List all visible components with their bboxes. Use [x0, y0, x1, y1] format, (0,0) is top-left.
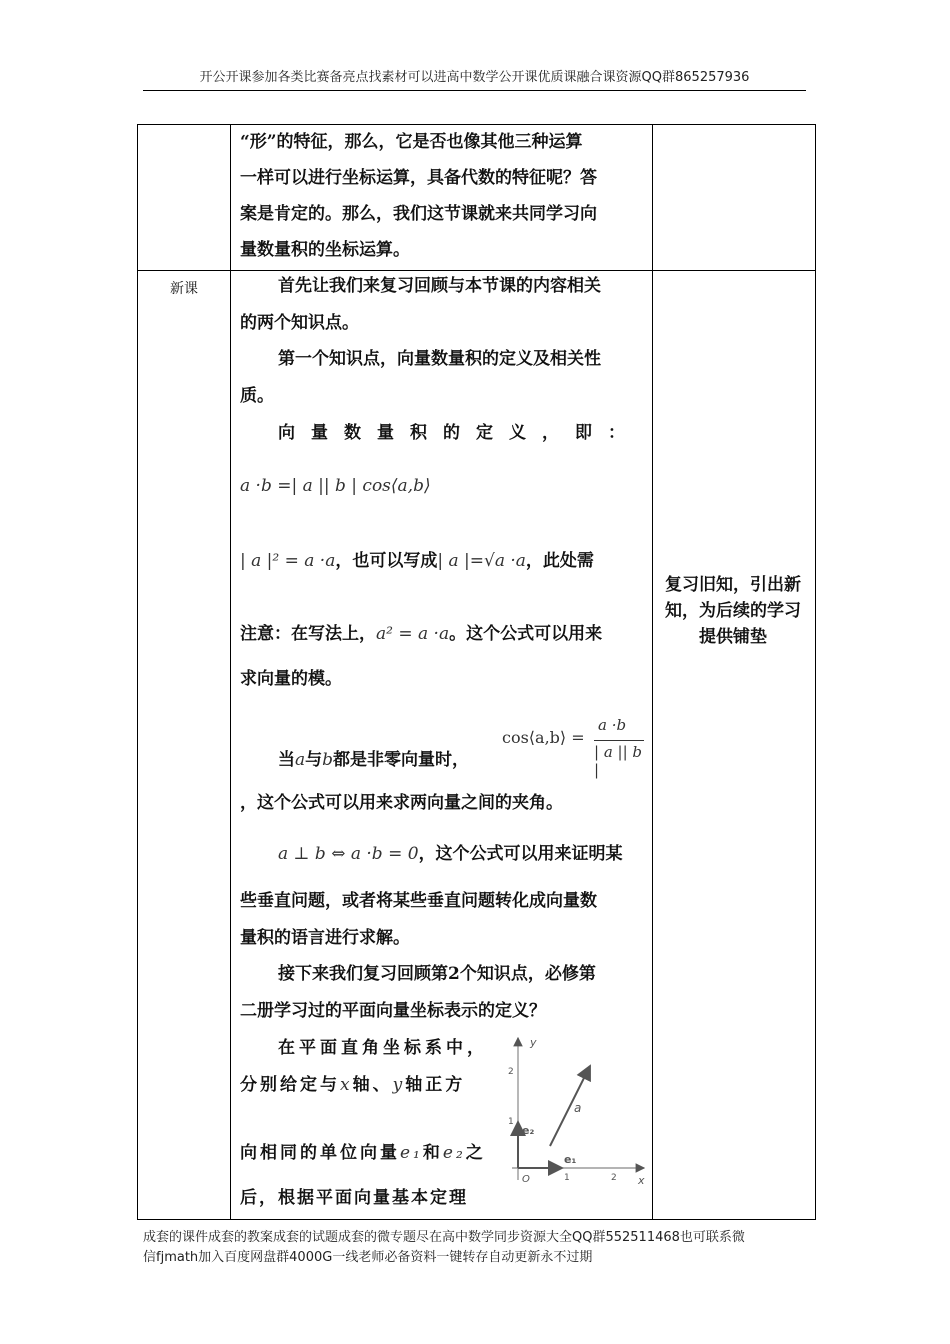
table-right-border — [815, 124, 816, 1220]
second-point-line-2 — [240, 993, 645, 1029]
notation-text-2: 。这个公式可以用来 — [449, 624, 603, 644]
intro-text-1: 首先让我们来复习回顾与本节课的内容相关 — [278, 276, 601, 296]
coord-var-x: x — [340, 1075, 353, 1095]
cos-var-b: b — [322, 750, 334, 770]
cos-line — [240, 742, 528, 778]
modulus-formula-2: | a |=√a ·a — [437, 551, 526, 571]
cos-text-1: 当 — [278, 750, 295, 770]
perp-line-2 — [240, 883, 645, 919]
notation-text-3: 求向量的模。 — [240, 669, 342, 689]
coord-line-4 — [240, 1180, 490, 1216]
intro-text-2: 的两个知识点。 — [240, 313, 359, 333]
cos-fraction-bar — [594, 740, 644, 741]
cos-text-3: 都是非零向量时， — [333, 750, 470, 770]
modulus-text-2: ，此处需 — [525, 551, 594, 571]
side-note: 复习旧知，引出新知，为后续的学习提供铺垫 — [665, 575, 801, 647]
x-tick-2: 2 — [611, 1173, 617, 1183]
perp-text-2: 些垂直问题，或者将某些垂直问题转化成向量数 — [240, 891, 597, 911]
definition-label-text: 向量数量积的定义，即： — [278, 423, 641, 443]
row1-line: 案是肯定的。那么，我们这节课就来共同学习向 — [240, 204, 597, 224]
vector-coordinate-figure — [498, 1030, 650, 1190]
page-header: 开公开课参加各类比赛备亮点找素材可以进高中数学公开课优质课融合课资源QQ群865257936 — [143, 66, 806, 91]
cos-formula-numerator: a ·b — [598, 716, 627, 734]
footer-line-1: 成套的课件成套的教案成套的试题成套的微专题尽在高中数学同步资源大全QQ群552511468也可联系微 — [143, 1230, 745, 1245]
cos-text-4: ，这个公式可以用来求两向量之间的夹角。 — [240, 793, 563, 813]
x-axis-label: x — [638, 1174, 645, 1187]
coord-text-2a: 分别给定与 — [240, 1075, 340, 1095]
y-tick-2: 2 — [508, 1067, 514, 1077]
perp-formula: a ⊥ b ⇔ a ·b = 0 — [278, 844, 419, 864]
table-bottom-border — [137, 1219, 816, 1220]
second-point-line-1 — [240, 956, 645, 992]
coord-line-1 — [240, 1030, 498, 1066]
row-label-new-lesson: 新课 — [170, 281, 198, 297]
a-label: a — [574, 1101, 582, 1115]
coord-text-1: 在平面直角坐标系中， — [278, 1038, 488, 1058]
coord-text-3b: 和 — [422, 1143, 443, 1163]
y-tick-1: 1 — [508, 1117, 514, 1127]
table-col-divider-2 — [652, 124, 653, 1220]
coord-text-2b: 轴、 — [352, 1075, 393, 1095]
footer-line-2: 信fjmath加入百度网盘群4000G一线老师必备资料一键转存自动更新永不过期 — [143, 1250, 593, 1265]
second-point-text-2: 二册学习过的平面向量坐标表示的定义？ — [240, 1001, 546, 1021]
definition-label — [240, 415, 645, 451]
table-col-divider-1 — [230, 124, 231, 1220]
coord-line-3 — [240, 1135, 490, 1171]
notation-line — [240, 616, 645, 652]
perp-text-1: ，这个公式可以用来证明某 — [418, 844, 623, 864]
perp-line — [240, 836, 645, 872]
row1-text — [240, 124, 645, 268]
coord-var-y: y — [392, 1075, 406, 1095]
modulus-formula: | a |² = a ·a — [240, 551, 336, 571]
first-point-text-1: 第一个知识点，向量数量积的定义及相关性 — [278, 349, 601, 369]
x-tick-1: 1 — [564, 1173, 570, 1183]
notation-formula: a² = a ·a — [376, 624, 450, 644]
page-footer — [143, 1228, 815, 1268]
first-point-line-2 — [240, 378, 645, 414]
cos-line-2 — [240, 785, 645, 821]
origin-label: O — [522, 1174, 530, 1185]
cos-var-a: a — [295, 750, 306, 770]
modulus-line — [240, 543, 645, 579]
cos-formula — [502, 716, 648, 779]
coord-var-e1: e₁ — [400, 1143, 423, 1163]
coord-text-3c: 之 — [465, 1143, 486, 1163]
a-vector — [550, 1066, 590, 1146]
modulus-text-1: ，也可以写成 — [335, 551, 438, 571]
coord-text-3a: 向相同的单位向量 — [240, 1143, 400, 1163]
row1-line: 一样可以进行坐标运算，具备代数的特征呢？答 — [240, 168, 597, 188]
row1-line: “形”的特征，那么，它是否也像其他三种运算 — [240, 132, 583, 152]
cos-formula-denominator: | a || b | — [594, 743, 643, 779]
intro-line-2 — [240, 305, 645, 341]
cos-text-2: 与 — [305, 750, 323, 770]
notation-text-1: 注意：在写法上， — [240, 624, 376, 644]
cos-formula-left: cos⟨a,b⟩ = — [502, 728, 585, 747]
coord-line-2 — [240, 1067, 490, 1103]
e2-label: e₂ — [522, 1124, 535, 1137]
intro-line-1 — [240, 268, 645, 304]
perp-line-3 — [240, 920, 645, 956]
coord-text-4: 后，根据平面向量基本定理 — [240, 1188, 468, 1208]
row1-line: 量数量积的坐标运算。 — [240, 240, 410, 260]
dot-product-formula-text: a ·b =| a || b | cos⟨a,b⟩ — [240, 476, 431, 496]
notation-line-2 — [240, 661, 645, 697]
first-point-line-1 — [240, 341, 645, 377]
coord-var-e2: e₂ — [442, 1143, 466, 1163]
dot-product-formula — [240, 468, 645, 504]
perp-text-3: 量积的语言进行求解。 — [240, 928, 410, 948]
coord-text-2c: 轴正方 — [405, 1075, 466, 1095]
second-point-text-1: 接下来我们复习回顾第2个知识点，必修第 — [278, 964, 596, 984]
first-point-text-2: 质。 — [240, 386, 274, 406]
y-axis-label: y — [530, 1036, 537, 1049]
e1-label: e₁ — [564, 1153, 577, 1166]
